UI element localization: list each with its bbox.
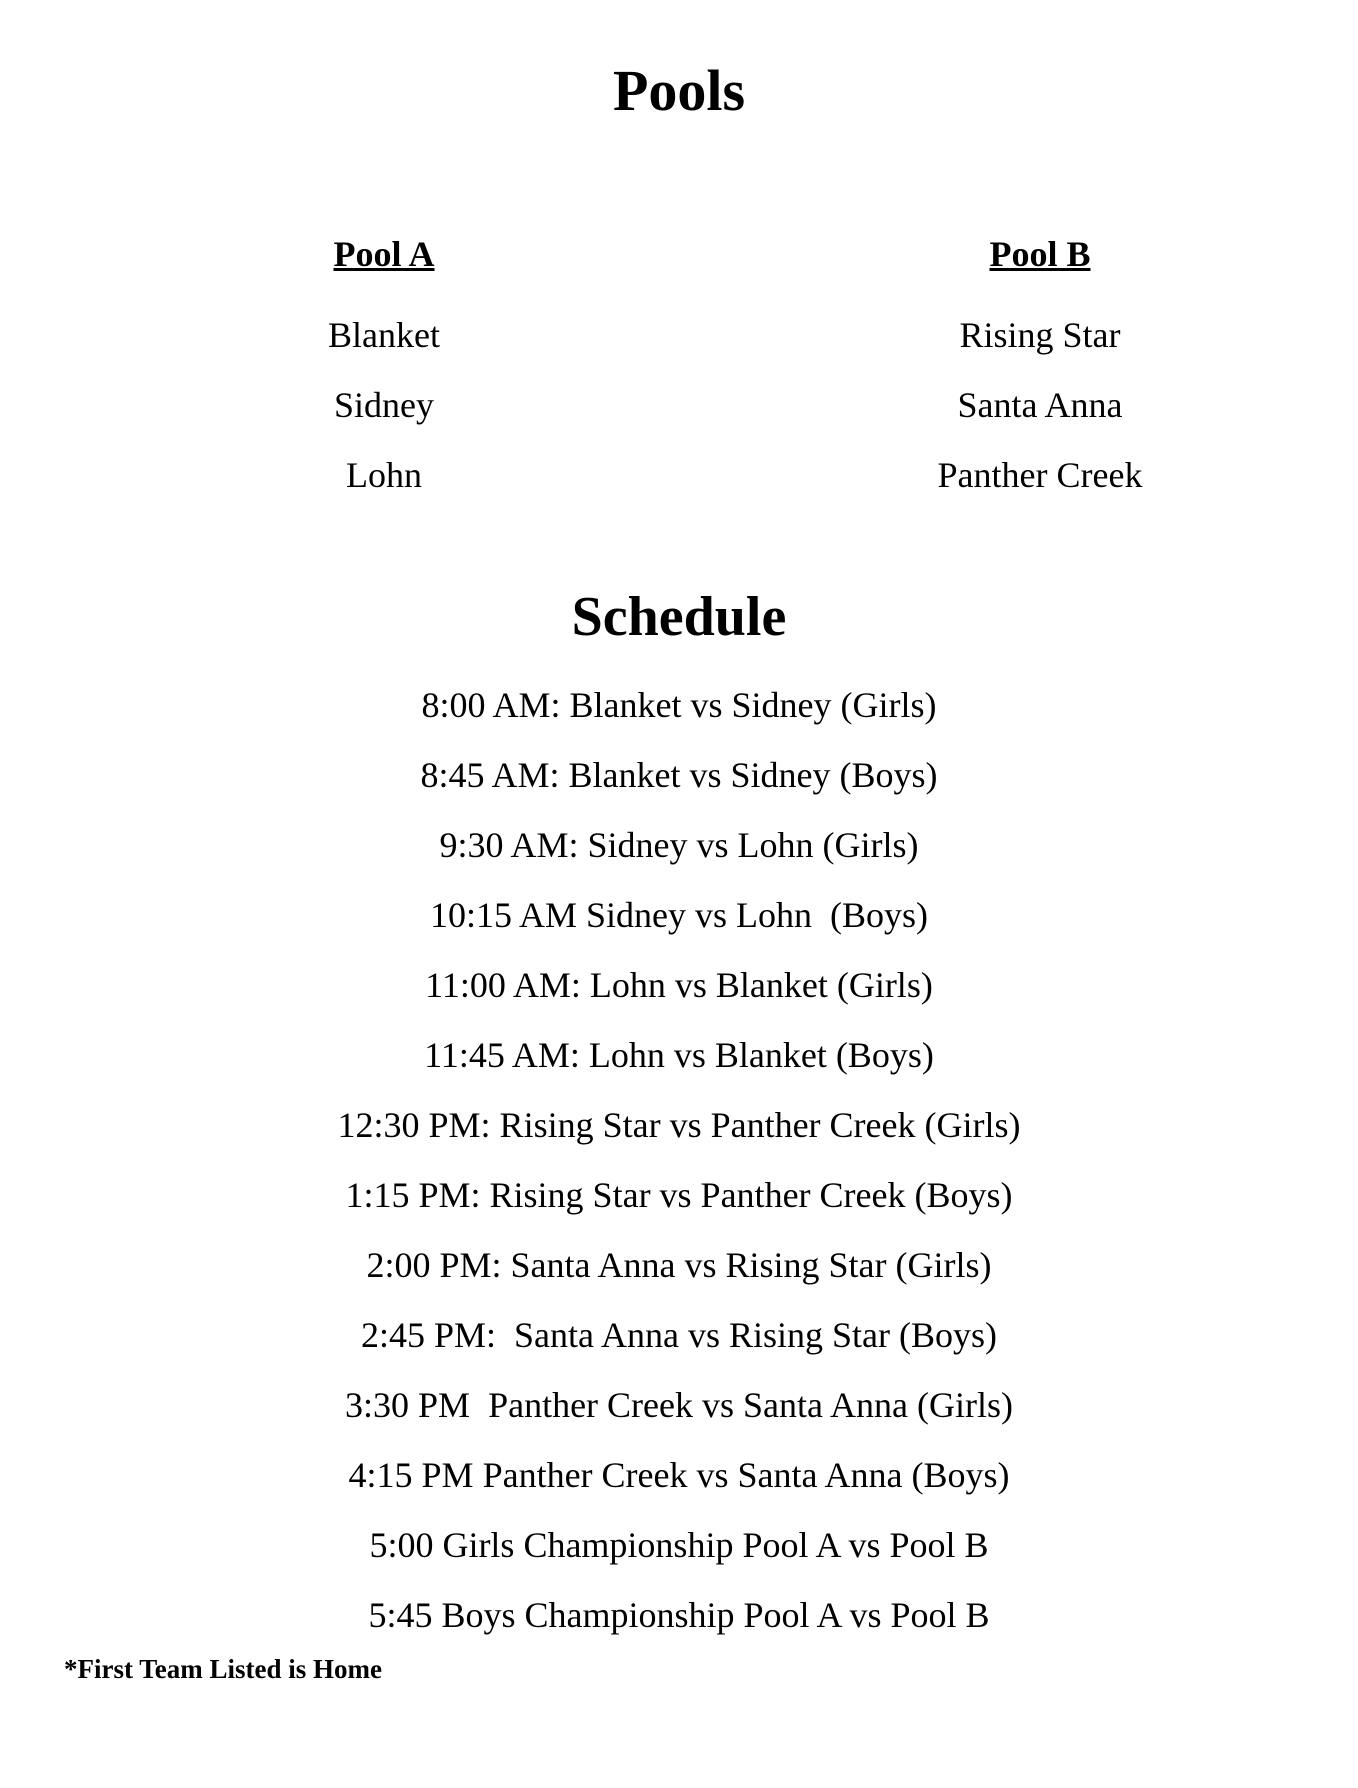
schedule-game: 11:00 AM: Lohn vs Blanket (Girls) — [425, 965, 933, 1005]
pool-a-team: Lohn — [346, 455, 422, 495]
schedule-game: 2:00 PM: Santa Anna vs Rising Star (Girls) — [366, 1245, 992, 1285]
pool-a — [174, 232, 594, 510]
schedule-game: 12:30 PM: Rising Star vs Panther Creek (Girls) — [337, 1105, 1021, 1145]
pool-b-heading: Pool B — [989, 234, 1091, 274]
pool-b — [830, 232, 1250, 510]
schedule-game: 5:45 Boys Championship Pool A vs Pool B — [368, 1595, 990, 1635]
schedule-game: 11:45 AM: Lohn vs Blanket (Boys) — [424, 1035, 934, 1075]
schedule-game: 10:15 AM Sidney vs Lohn (Boys) — [429, 895, 929, 935]
schedule-game: 3:30 PM Panther Creek vs Santa Anna (Girls) — [345, 1385, 1013, 1425]
schedule-game: 8:00 AM: Blanket vs Sidney (Girls) — [421, 685, 937, 725]
pool-b-team: Rising Star — [959, 315, 1121, 355]
schedule-game: 1:15 PM: Rising Star vs Panther Creek (Boys) — [345, 1175, 1013, 1215]
home-team-footnote: *First Team Listed is Home — [64, 1654, 382, 1684]
schedule-game: 8:45 AM: Blanket vs Sidney (Boys) — [420, 755, 938, 795]
pool-b-team: Santa Anna — [957, 385, 1123, 425]
schedule-game: 5:00 Girls Championship Pool A vs Pool B — [369, 1525, 989, 1565]
schedule-game: 9:30 AM: Sidney vs Lohn (Girls) — [439, 825, 919, 865]
pool-a-team: Sidney — [333, 385, 434, 425]
pool-b-team: Panther Creek — [937, 455, 1143, 495]
schedule-game: 4:15 PM Panther Creek vs Santa Anna (Boys) — [348, 1455, 1010, 1495]
schedule-list — [0, 670, 1358, 1650]
schedule-game: 2:45 PM: Santa Anna vs Rising Star (Boys) — [360, 1315, 998, 1355]
pool-a-heading: Pool A — [333, 234, 435, 274]
pools-title: Pools — [612, 58, 746, 123]
pool-a-team: Blanket — [328, 315, 440, 355]
schedule-title: Schedule — [571, 586, 787, 648]
